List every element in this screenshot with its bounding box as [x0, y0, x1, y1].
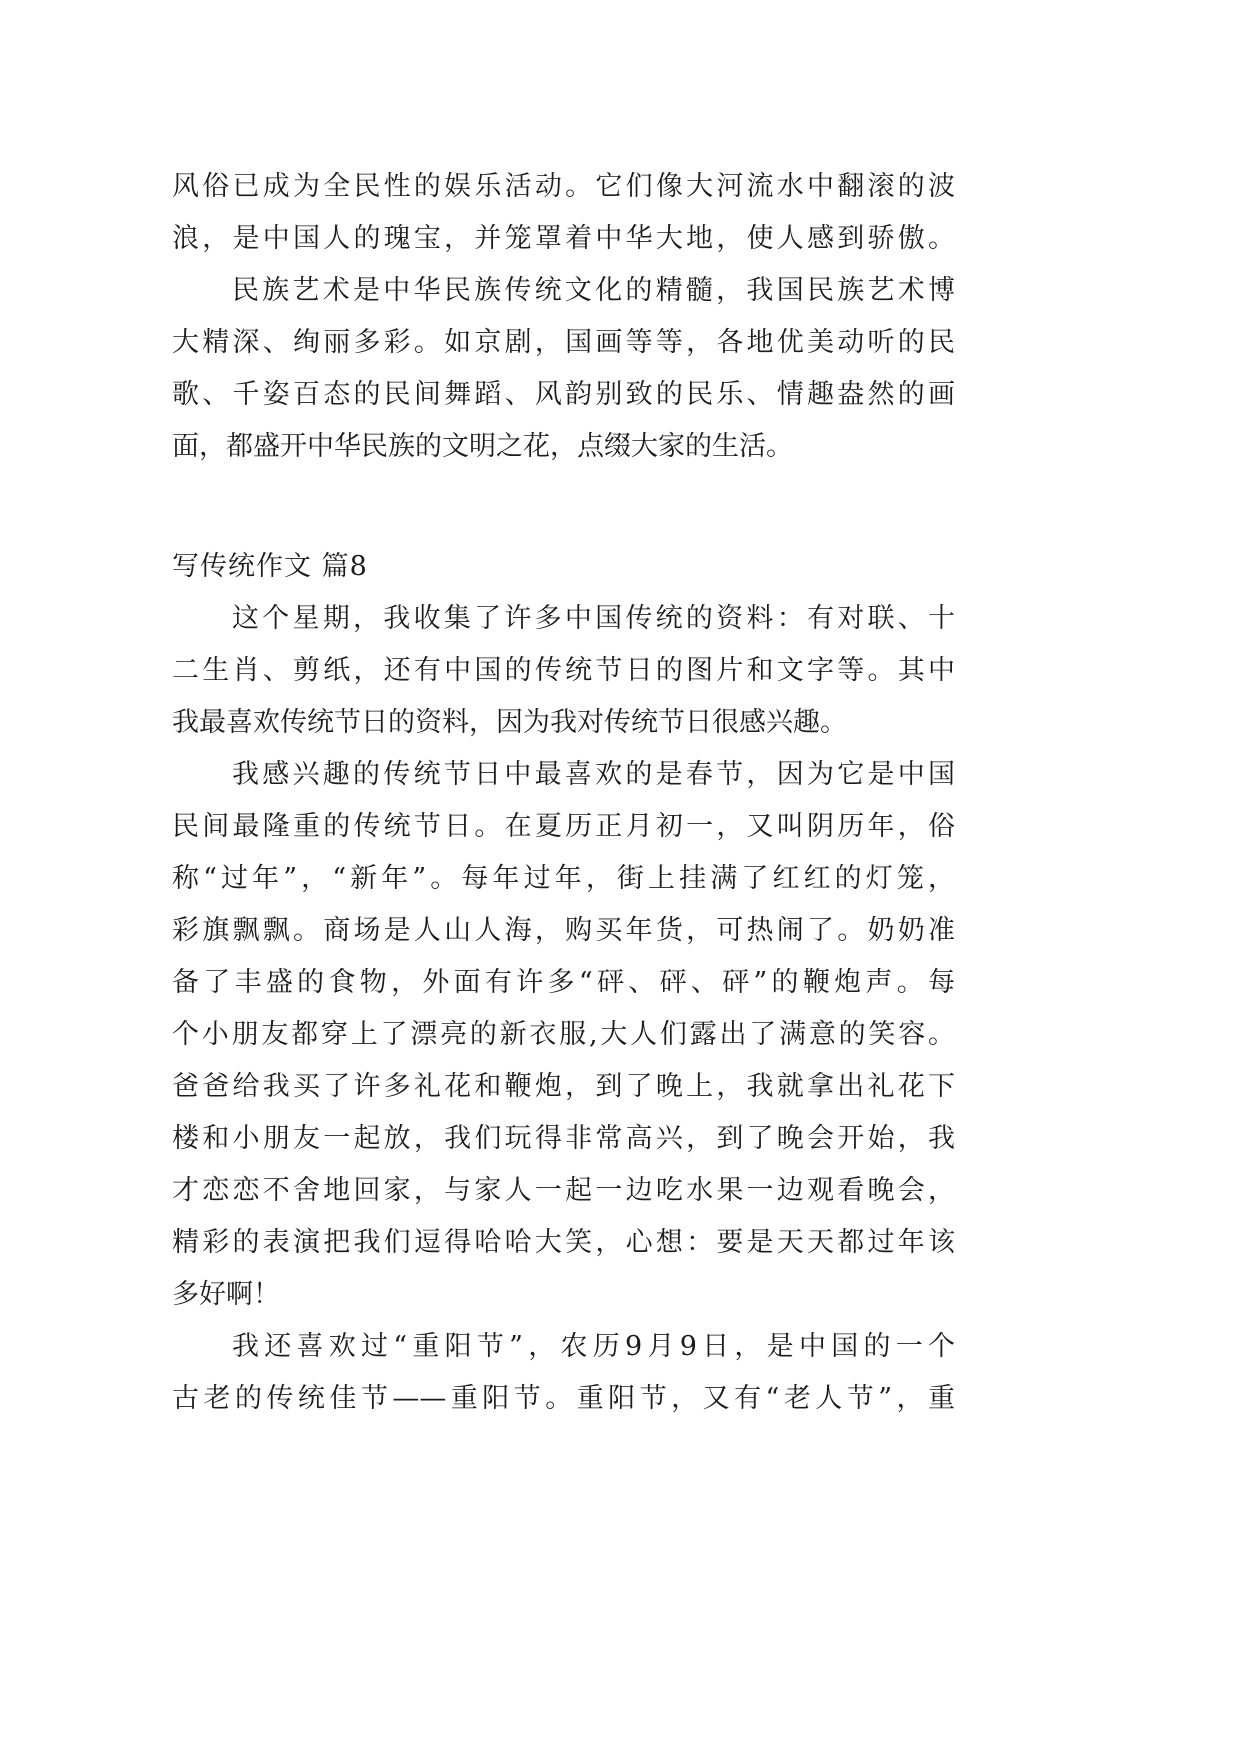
- text-line: 楼和小朋友一起放，我们玩得非常高兴，到了晚会开始，我: [172, 1123, 955, 1154]
- essay-paragraph-3: [172, 1321, 955, 1425]
- text-line: 古老的传统佳节——重阳节。重阳节，又有“老人节”，重: [172, 1383, 955, 1414]
- text-line: 民间最隆重的传统节日。在夏历正月初一，又叫阴历年，俗: [172, 811, 955, 842]
- text-line: 我感兴趣的传统节日中最喜欢的是春节，因为它是中国: [232, 759, 955, 790]
- text-line: 二生肖、剪纸，还有中国的传统节日的图片和文字等。其中: [172, 655, 955, 686]
- text-line: 多好啊！: [172, 1279, 280, 1310]
- text-line: 称“过年”，“新年”。每年过年，街上挂满了红红的灯笼，: [172, 863, 955, 894]
- essay-paragraph-2: [172, 749, 955, 1321]
- text-line: 民族艺术是中华民族传统文化的精髓，我国民族艺术博: [232, 275, 955, 306]
- text-line: 我还喜欢过“重阳节”，农历9月9日，是中国的一个: [232, 1331, 955, 1362]
- intro-paragraph-2: [172, 265, 955, 473]
- text-line: 精彩的表演把我们逗得哈哈大笑，心想：要是天天都过年该: [172, 1227, 955, 1258]
- text-line: 风俗已成为全民性的娱乐活动。它们像大河流水中翻滚的波: [172, 171, 955, 202]
- text-line: 我最喜欢传统节日的资料，因为我对传统节日很感兴趣。: [172, 707, 847, 738]
- essay-title: 写传统作文 篇8: [172, 551, 368, 582]
- text-line: 彩旗飘飘。商场是人山人海，购买年货，可热闹了。奶奶准: [172, 915, 955, 946]
- text-line: 这个星期，我收集了许多中国传统的资料：有对联、十: [232, 603, 955, 634]
- text-line: 才恋恋不舍地回家，与家人一起一边吃水果一边观看晚会，: [172, 1175, 955, 1206]
- text-line: 浪，是中国人的瑰宝，并笼罩着中华大地，使人感到骄傲。: [172, 223, 955, 254]
- text-line: 个小朋友都穿上了漂亮的新衣服,大人们露出了满意的笑容。: [172, 1019, 955, 1050]
- text-line: 爸爸给我买了许多礼花和鞭炮，到了晚上，我就拿出礼花下: [172, 1071, 955, 1102]
- document-body: [172, 161, 955, 1425]
- text-line: 面，都盛开中华民族的文明之花，点缀大家的生活。: [172, 431, 793, 462]
- text-line: 备了丰盛的食物，外面有许多“砰、砰、砰”的鞭炮声。每: [172, 967, 955, 998]
- text-line: 歌、千姿百态的民间舞蹈、风韵别致的民乐、情趣盎然的画: [172, 379, 955, 410]
- text-line: 大精深、绚丽多彩。如京剧，国画等等，各地优美动听的民: [172, 327, 955, 358]
- essay-paragraph-1: [172, 593, 955, 749]
- intro-paragraph-1: [172, 161, 955, 265]
